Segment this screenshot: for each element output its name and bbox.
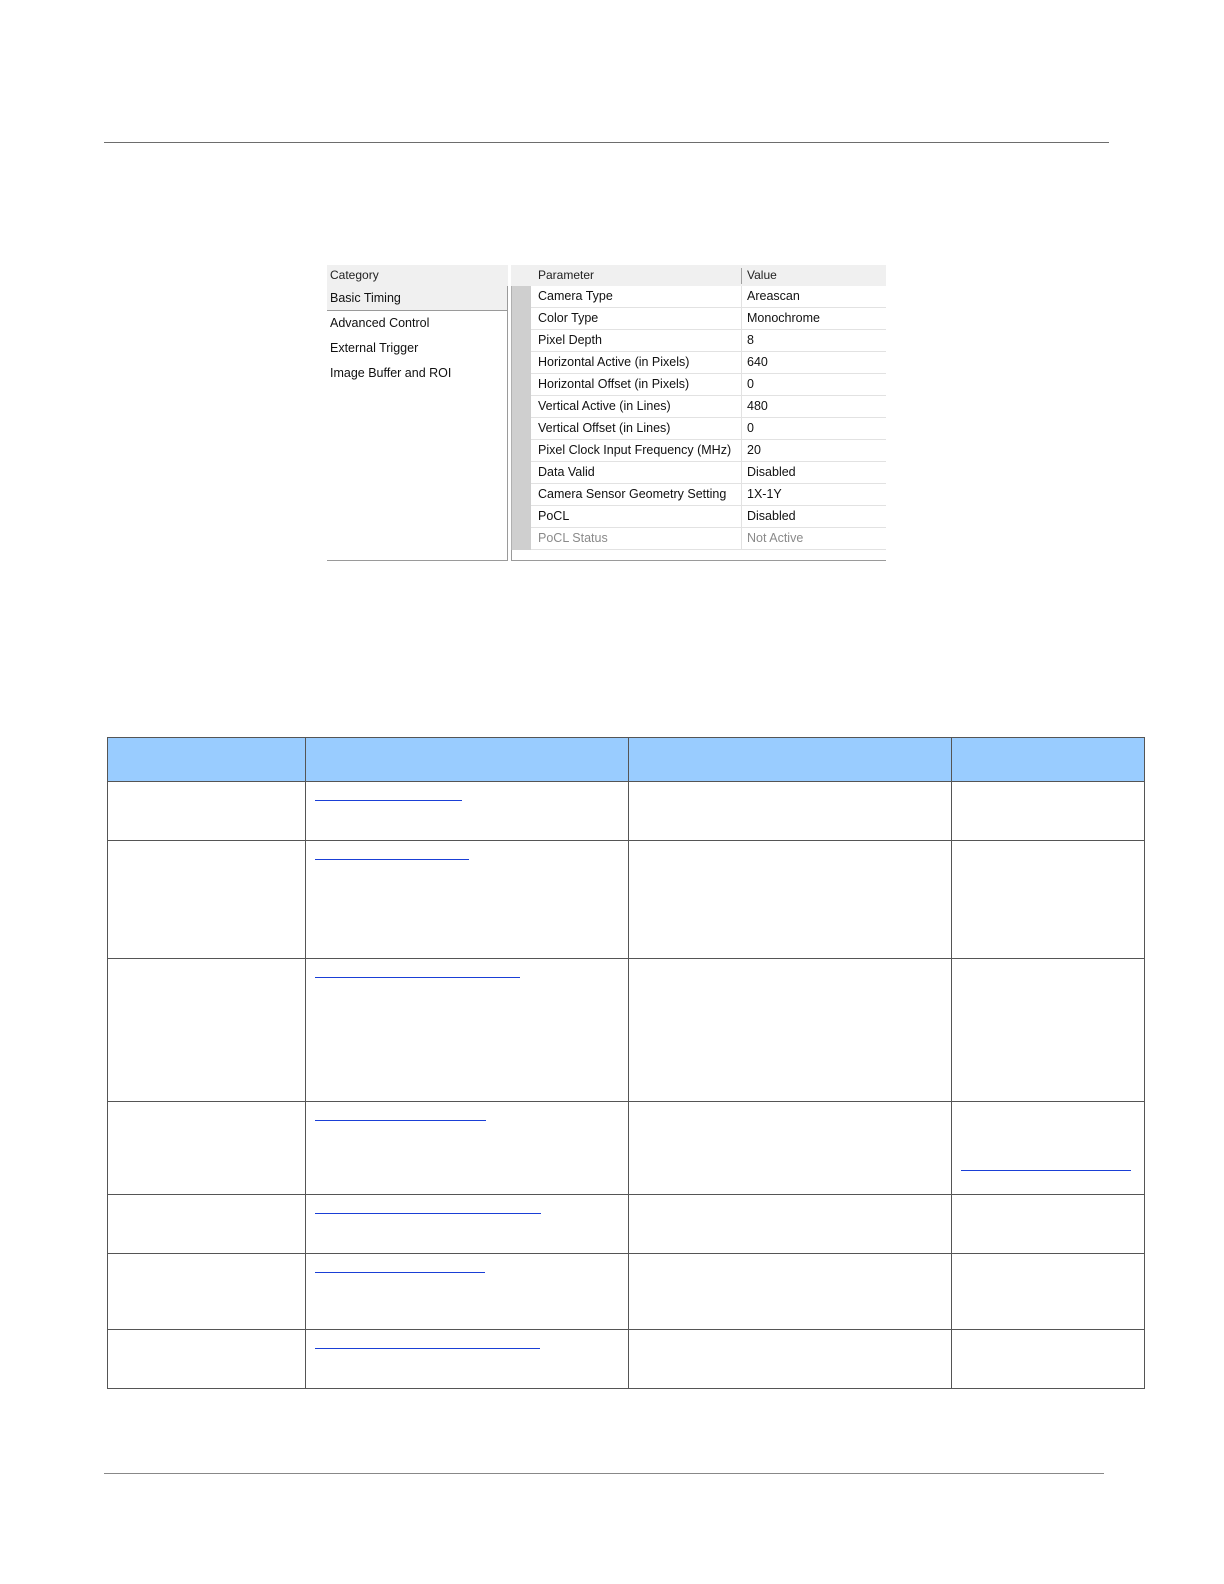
category-item-advanced-control[interactable]: Advanced Control [330,316,430,330]
parameter-name: Vertical Offset (in Lines) [538,421,671,435]
parameter-value[interactable]: Areascan [747,289,800,303]
parameter-value[interactable]: 20 [747,443,761,457]
feature-link[interactable] [315,977,520,978]
parameter-name: Horizontal Offset (in Pixels) [538,377,690,391]
category-list [327,286,508,561]
table-cell [306,1102,629,1195]
table-cell [952,841,1145,959]
parameter-grid [511,265,886,563]
parameter-value[interactable]: 1X-1Y [747,487,782,501]
parameter-value[interactable]: 480 [747,399,768,413]
table-row [108,1254,1145,1330]
table-cell [629,1330,952,1389]
table-row [108,782,1145,841]
parameter-reference-table [107,737,1145,1389]
parameter-name: Data Valid [538,465,595,479]
parameter-name: Camera Type [538,289,613,303]
table-cell [306,1330,629,1389]
parameter-value[interactable]: Monochrome [747,311,820,325]
parameter-value: Not Active [747,531,804,545]
feature-link[interactable] [315,1272,485,1273]
cell-divider [741,528,742,549]
header-rule [104,142,1109,143]
feature-link[interactable] [315,800,462,801]
reference-link[interactable] [961,1170,1131,1171]
parameter-value[interactable]: Disabled [747,465,796,479]
cell-divider [741,286,742,307]
category-item-basic-timing[interactable]: Basic Timing [327,286,507,311]
table-header-row [108,738,1145,782]
parameter-name: Horizontal Active (in Pixels) [538,355,690,369]
category-item-external-trigger[interactable]: External Trigger [330,341,419,355]
cell-divider [741,308,742,329]
table-cell [952,959,1145,1102]
parameter-value[interactable]: 0 [747,421,754,435]
parameter-rows [531,286,886,550]
table-cell [952,1254,1145,1330]
table-cell [306,1195,629,1254]
table-cell [108,1195,306,1254]
table-cell [629,959,952,1102]
category-item-image-buffer-roi[interactable]: Image Buffer and ROI [330,366,452,380]
parameters-panel [327,265,886,563]
footer-rule [104,1473,1104,1474]
feature-link[interactable] [315,859,469,860]
parameter-name: Vertical Active (in Lines) [538,399,671,413]
parameter-name: Pixel Clock Input Frequency (MHz) [538,443,732,457]
table-cell [306,782,629,841]
cell-divider [741,462,742,483]
cell-divider [741,352,742,373]
table-row [108,1195,1145,1254]
table-header-cell [629,738,952,782]
parameter-column-header[interactable]: Parameter [538,268,595,282]
parameter-name: Color Type [538,311,599,325]
table-cell [629,1102,952,1195]
parameter-row-color-type[interactable] [531,308,886,330]
parameter-name: Pixel Depth [538,333,602,347]
parameter-name: Camera Sensor Geometry Setting [538,487,727,501]
table-cell [306,959,629,1102]
category-header: Category [327,265,508,286]
table-cell [629,782,952,841]
parameter-row-vertical-active[interactable] [531,396,886,418]
parameter-name: PoCL [538,509,570,523]
table-cell [952,782,1145,841]
grid-bottom-border [511,560,886,561]
cell-divider [741,418,742,439]
table-row [108,959,1145,1102]
table-cell [108,841,306,959]
table-cell [306,841,629,959]
cell-divider [741,484,742,505]
cell-divider [741,506,742,527]
table-cell [108,959,306,1102]
table-cell [952,1330,1145,1389]
table-row [108,1330,1145,1389]
parameter-value[interactable]: 8 [747,333,754,347]
parameter-row-horizontal-active[interactable] [531,352,886,374]
parameter-value[interactable]: Disabled [747,509,796,523]
table-header-cell [306,738,629,782]
parameter-row-pixel-clock[interactable] [531,440,886,462]
table-cell [108,1254,306,1330]
parameter-row-sensor-geometry[interactable] [531,484,886,506]
row-selector-gutter [511,286,531,550]
table-header-cell [108,738,306,782]
table-cell [108,1330,306,1389]
table-cell [952,1102,1145,1195]
table-cell [108,1102,306,1195]
parameter-row-pixel-depth[interactable] [531,330,886,352]
table-cell [629,1195,952,1254]
parameter-row-pocl-status [531,528,886,550]
parameter-name: PoCL Status [538,531,608,545]
table-cell [952,1195,1145,1254]
table-cell [108,782,306,841]
feature-link[interactable] [315,1213,541,1214]
parameter-row-pocl[interactable] [531,506,886,528]
parameter-row-vertical-offset[interactable] [531,418,886,440]
parameter-grid-header [511,265,886,286]
table-header-cell [952,738,1145,782]
cell-divider [741,330,742,351]
table-cell [629,841,952,959]
table-row [108,1102,1145,1195]
feature-link[interactable] [315,1348,540,1349]
column-divider[interactable] [741,268,742,284]
table-cell [629,1254,952,1330]
parameter-row-camera-type[interactable] [531,286,886,308]
cell-divider [741,396,742,417]
parameter-value[interactable]: 0 [747,377,754,391]
parameter-row-data-valid[interactable] [531,462,886,484]
table-row [108,841,1145,959]
parameter-value[interactable]: 640 [747,355,768,369]
value-column-header[interactable]: Value [747,268,777,282]
cell-divider [741,374,742,395]
cell-divider [741,440,742,461]
table-cell [306,1254,629,1330]
feature-link[interactable] [315,1120,486,1121]
parameter-row-horizontal-offset[interactable] [531,374,886,396]
